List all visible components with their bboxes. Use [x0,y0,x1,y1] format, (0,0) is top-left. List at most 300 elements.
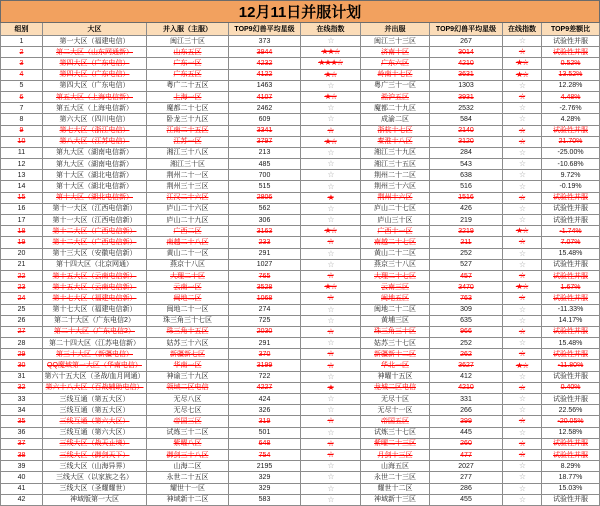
column-header-merge-out-top9[interactable]: TOP9幻兽平均星级 [430,23,503,36]
cell-region-name[interactable]: 第十一大区（江西电信新） [43,203,147,214]
cell-group-number[interactable]: 21 [1,259,43,270]
cell-region-name[interactable]: 第十五大区（云南电信新） [43,282,147,293]
cell-merge-out-top9-avg[interactable]: 3219 [430,226,503,237]
cell-merge-in-server[interactable]: 紫曜八区 [147,438,229,449]
cell-merge-out-online-index[interactable]: ☆ [503,461,542,472]
cell-group-number[interactable]: 15 [1,192,43,203]
cell-merge-in-server[interactable]: 粤广二十五区 [147,80,229,91]
cell-merge-in-online-index[interactable]: ☆ [301,405,361,416]
cell-group-number[interactable]: 22 [1,270,43,281]
cell-merge-out-server[interactable]: 粤广三十一区 [361,80,430,91]
cell-merge-out-online-index[interactable]: ☆ [503,147,542,158]
cell-merge-in-top9-avg[interactable]: 2030 [229,326,301,337]
cell-merge-out-top9-avg[interactable]: 638 [430,170,503,181]
cell-group-number[interactable]: 26 [1,315,43,326]
cell-region-name[interactable]: 第五大区（上海电信新） [43,103,147,114]
cell-merge-in-online-index[interactable]: ☆ [301,125,361,136]
cell-merge-in-online-index[interactable]: ☆ [301,80,361,91]
cell-merge-in-server[interactable]: 珠三角三十七区 [147,315,229,326]
cell-merge-out-online-index[interactable]: ☆ [503,270,542,281]
cell-merge-out-server[interactable]: 湘江三十九区 [361,147,430,158]
cell-merge-in-server[interactable]: 江苏一区 [147,136,229,147]
cell-merge-in-top9-avg[interactable]: 291 [229,338,301,349]
cell-merge-in-server[interactable]: 姑苏三十六区 [147,338,229,349]
cell-merge-in-top9-avg[interactable]: 3163 [229,226,301,237]
cell-region-name[interactable]: 神域版第一大区 [43,494,147,505]
cell-merge-out-server[interactable]: 姑苏三十七区 [361,338,430,349]
cell-merge-in-online-index[interactable]: ☆ [301,114,361,125]
cell-merge-in-server[interactable]: 闽地二十一区 [147,304,229,315]
cell-merge-in-top9-avg[interactable]: 3199 [229,360,301,371]
cell-merge-out-online-index[interactable]: ☆ [503,472,542,483]
cell-group-number[interactable]: 13 [1,170,43,181]
cell-region-name[interactable]: 第八大区（江苏电信） [43,136,147,147]
cell-merge-in-online-index[interactable]: ☆ [301,494,361,505]
cell-merge-in-online-index[interactable]: ☆ [301,394,361,405]
cell-merge-out-top9-avg[interactable]: 527 [430,259,503,270]
cell-merge-out-server[interactable]: 山海五区 [361,461,430,472]
cell-group-number[interactable]: 19 [1,237,43,248]
cell-group-number[interactable]: 12 [1,159,43,170]
cell-merge-in-online-index[interactable]: ★★☆ [301,47,361,58]
cell-merge-out-top9-avg[interactable]: 4210 [430,58,503,69]
cell-merge-out-server[interactable]: 紫曜二十三区 [361,438,430,449]
cell-top9-diff-ratio[interactable]: 15.03% [542,483,600,494]
cell-merge-out-top9-avg[interactable]: 426 [430,203,503,214]
cell-merge-in-server[interactable]: 云南一区 [147,282,229,293]
cell-top9-diff-ratio[interactable]: 22.56% [542,405,600,416]
cell-top9-diff-ratio[interactable]: 试验性并服 [542,36,600,47]
cell-merge-in-online-index[interactable]: ☆ [301,326,361,337]
cell-merge-in-online-index[interactable]: ☆ [301,472,361,483]
cell-merge-out-online-index[interactable]: ★☆ [503,58,542,69]
column-header-region[interactable]: 大区 [43,23,147,36]
cell-merge-out-server[interactable]: 荆州二十二区 [361,170,430,181]
cell-merge-out-online-index[interactable]: ☆ [503,192,542,203]
cell-group-number[interactable]: 35 [1,416,43,427]
cell-merge-out-top9-avg[interactable]: 252 [430,248,503,259]
cell-merge-in-top9-avg[interactable]: 291 [229,248,301,259]
cell-region-name[interactable]: 第十大区（湖北电信新） [43,181,147,192]
cell-merge-out-online-index[interactable]: ☆ [503,125,542,136]
cell-group-number[interactable]: 3 [1,58,43,69]
cell-region-name[interactable]: 第十一大区（江西电信新） [43,215,147,226]
cell-top9-diff-ratio[interactable]: -25.00% [542,147,600,158]
cell-merge-out-top9-avg[interactable]: 1516 [430,192,503,203]
cell-merge-out-top9-avg[interactable]: 331 [430,394,503,405]
cell-merge-in-server[interactable]: 神域新十二区 [147,494,229,505]
cell-region-name[interactable]: 第十二大区（广西电信新） [43,237,147,248]
cell-merge-out-top9-avg[interactable]: 3014 [430,47,503,58]
cell-top9-diff-ratio[interactable]: 15.48% [542,338,600,349]
cell-merge-in-online-index[interactable]: ☆ [301,461,361,472]
cell-group-number[interactable]: 33 [1,394,43,405]
cell-top9-diff-ratio[interactable]: -11.33% [542,304,600,315]
cell-top9-diff-ratio[interactable]: 12.28% [542,80,600,91]
cell-merge-out-server[interactable]: 闽地二十二区 [361,304,430,315]
cell-merge-out-top9-avg[interactable]: 2140 [430,125,503,136]
cell-group-number[interactable]: 23 [1,282,43,293]
cell-merge-in-online-index[interactable]: ★ [301,382,361,393]
cell-merge-in-online-index[interactable]: ☆ [301,449,361,460]
cell-merge-out-top9-avg[interactable]: 3631 [430,69,503,80]
cell-top9-diff-ratio[interactable]: 0.52% [542,58,600,69]
cell-merge-in-top9-avg[interactable]: 3341 [229,125,301,136]
cell-region-name[interactable]: 第十四大区（北京网通） [43,259,147,270]
cell-merge-in-online-index[interactable]: ★☆ [301,282,361,293]
column-header-group[interactable]: 组别 [1,23,43,36]
cell-merge-in-server[interactable]: 魔都二十七区 [147,103,229,114]
cell-merge-in-server[interactable]: 闽江三十区 [147,36,229,47]
cell-merge-in-online-index[interactable]: ☆ [301,237,361,248]
cell-region-name[interactable]: 第五大区（上海电信新） [43,91,147,102]
cell-merge-out-server[interactable]: 大理二十七区 [361,270,430,281]
cell-top9-diff-ratio[interactable]: 15.48% [542,248,600,259]
cell-merge-out-top9-avg[interactable]: 309 [430,304,503,315]
cell-merge-in-top9-avg[interactable]: 2195 [229,461,301,472]
cell-top9-diff-ratio[interactable]: 试验性并服 [542,47,600,58]
cell-region-name[interactable]: 三线互通（第六大区） [43,427,147,438]
cell-group-number[interactable]: 39 [1,461,43,472]
cell-merge-out-top9-avg[interactable]: 635 [430,315,503,326]
cell-region-name[interactable]: 第九大区（湖南电信新） [43,147,147,158]
cell-group-number[interactable]: 9 [1,125,43,136]
cell-top9-diff-ratio[interactable]: -2.76% [542,103,600,114]
cell-merge-out-top9-avg[interactable]: 412 [430,371,503,382]
cell-merge-out-top9-avg[interactable]: 211 [430,237,503,248]
cell-merge-in-server[interactable]: 新疆新七区 [147,349,229,360]
cell-merge-out-top9-avg[interactable]: 1303 [430,80,503,91]
cell-merge-in-server[interactable]: 荆州二十一区 [147,170,229,181]
cell-region-name[interactable]: 第二十大区（广东电信2） [43,315,147,326]
cell-top9-diff-ratio[interactable]: 4.48% [542,91,600,102]
cell-merge-in-online-index[interactable]: ☆ [301,36,361,47]
cell-merge-in-top9-avg[interactable]: 3944 [229,47,301,58]
cell-merge-out-server[interactable]: 黄山二十二区 [361,248,430,259]
cell-merge-out-server[interactable]: 试炼三十七区 [361,427,430,438]
cell-merge-in-top9-avg[interactable]: 648 [229,438,301,449]
cell-merge-in-top9-avg[interactable]: 1463 [229,80,301,91]
cell-merge-in-server[interactable]: 广西二区 [147,226,229,237]
cell-merge-out-online-index[interactable]: ☆ [503,203,542,214]
cell-merge-out-server[interactable]: 湘江三十五区 [361,159,430,170]
column-header-merge-out-online-index[interactable]: 在线指数 [503,23,542,36]
cell-region-name[interactable]: 三线大区（战天止境） [43,438,147,449]
cell-merge-out-top9-avg[interactable]: 4210 [430,382,503,393]
cell-merge-in-server[interactable]: 湘江三十区 [147,159,229,170]
cell-region-name[interactable]: 第四大区（广东电信） [43,58,147,69]
cell-merge-in-online-index[interactable]: ☆ [301,371,361,382]
cell-merge-in-online-index[interactable]: ☆ [301,293,361,304]
cell-merge-out-server[interactable]: 燕京三十八区 [361,259,430,270]
cell-merge-in-server[interactable]: 神谕三十九区 [147,371,229,382]
cell-merge-in-top9-avg[interactable]: 274 [229,304,301,315]
cell-merge-out-server[interactable]: 月剑十三区 [361,449,430,460]
cell-top9-diff-ratio[interactable]: 试验性并服 [542,293,600,304]
cell-merge-in-server[interactable]: 燕京十八区 [147,259,229,270]
cell-top9-diff-ratio[interactable]: 试验性并服 [542,215,600,226]
cell-merge-out-online-index[interactable]: ☆ [503,338,542,349]
cell-group-number[interactable]: 16 [1,203,43,214]
cell-top9-diff-ratio[interactable]: 试验性并服 [542,371,600,382]
cell-merge-out-server[interactable]: 庐山三十区 [361,215,430,226]
cell-region-name[interactable]: QQ魔域第一大区（华南电信） [43,360,147,371]
cell-merge-in-top9-avg[interactable]: 1027 [229,259,301,270]
cell-merge-out-online-index[interactable]: ★☆ [503,282,542,293]
cell-top9-diff-ratio[interactable]: 0.40% [542,382,600,393]
cell-top9-diff-ratio[interactable]: 21.70% [542,136,600,147]
cell-merge-in-online-index[interactable]: ★☆ [301,69,361,80]
cell-merge-in-top9-avg[interactable]: 373 [229,36,301,47]
cell-merge-out-top9-avg[interactable]: 543 [430,159,503,170]
cell-merge-out-online-index[interactable]: ★☆ [503,69,542,80]
cell-top9-diff-ratio[interactable]: 18.77% [542,472,600,483]
cell-merge-in-online-index[interactable]: ☆ [301,147,361,158]
cell-merge-in-server[interactable]: 珠三角十五区 [147,326,229,337]
cell-region-name[interactable]: 第二十大区（广东电信2） [43,326,147,337]
cell-merge-out-server[interactable]: 南越二十七区 [361,237,430,248]
cell-region-name[interactable]: 第十七大区（福建电信新） [43,293,147,304]
cell-merge-out-server[interactable]: 龙城二区电信 [361,382,430,393]
cell-merge-out-top9-avg[interactable]: 966 [430,326,503,337]
cell-merge-out-top9-avg[interactable]: 3120 [430,136,503,147]
cell-group-number[interactable]: 36 [1,427,43,438]
cell-group-number[interactable]: 18 [1,226,43,237]
cell-merge-out-online-index[interactable]: ☆ [503,237,542,248]
cell-merge-in-online-index[interactable]: ★☆ [301,226,361,237]
cell-merge-out-server[interactable]: 魔都二十九区 [361,103,430,114]
cell-region-name[interactable]: 三线大区（山海异界） [43,461,147,472]
cell-top9-diff-ratio[interactable]: 试验性并服 [542,326,600,337]
cell-group-number[interactable]: 40 [1,472,43,483]
cell-merge-in-server[interactable]: 大理二十区 [147,270,229,281]
cell-merge-in-top9-avg[interactable]: 4232 [229,58,301,69]
cell-merge-in-server[interactable]: 湘江三十八区 [147,147,229,158]
cell-top9-diff-ratio[interactable]: 7.07% [542,237,600,248]
cell-region-name[interactable]: 第三十大区（新疆电信） [43,349,147,360]
cell-merge-out-server[interactable]: 神曜十五区 [361,371,430,382]
cell-merge-out-online-index[interactable]: ☆ [503,382,542,393]
cell-merge-out-top9-avg[interactable]: 3470 [430,282,503,293]
cell-merge-in-server[interactable]: 帝国三区 [147,416,229,427]
cell-group-number[interactable]: 11 [1,147,43,158]
cell-top9-diff-ratio[interactable]: 1.67% [542,282,600,293]
cell-group-number[interactable]: 28 [1,338,43,349]
cell-top9-diff-ratio[interactable]: 14.17% [542,315,600,326]
cell-merge-in-server[interactable]: 庐山二十九区 [147,215,229,226]
cell-merge-out-online-index[interactable]: ☆ [503,103,542,114]
cell-merge-in-server[interactable]: 上海一区 [147,91,229,102]
cell-merge-out-online-index[interactable]: ☆ [503,494,542,505]
cell-merge-in-server[interactable]: 广东一区 [147,58,229,69]
cell-top9-diff-ratio[interactable]: -0.19% [542,181,600,192]
cell-merge-in-top9-avg[interactable]: 4107 [229,91,301,102]
cell-merge-in-top9-avg[interactable]: 329 [229,483,301,494]
cell-merge-in-server[interactable]: 黄山二十一区 [147,248,229,259]
cell-top9-diff-ratio[interactable]: 试验性并服 [542,270,600,281]
cell-merge-in-online-index[interactable]: ☆ [301,338,361,349]
cell-merge-out-server[interactable]: 华北一区 [361,360,430,371]
cell-group-number[interactable]: 8 [1,114,43,125]
cell-merge-out-online-index[interactable]: ☆ [503,394,542,405]
cell-merge-out-online-index[interactable]: ☆ [503,427,542,438]
cell-merge-in-server[interactable]: 无尽七区 [147,405,229,416]
cell-merge-out-top9-avg[interactable]: 267 [430,36,503,47]
cell-merge-out-online-index[interactable]: ☆ [503,405,542,416]
cell-region-name[interactable]: 三线大区（圣耀耀世） [43,483,147,494]
cell-merge-out-server[interactable]: 新疆新十二区 [361,349,430,360]
cell-merge-in-top9-avg[interactable]: 3528 [229,282,301,293]
cell-merge-in-server[interactable]: 南越二十八区 [147,237,229,248]
cell-merge-out-server[interactable]: 广东六区 [361,58,430,69]
cell-group-number[interactable]: 27 [1,326,43,337]
cell-merge-out-top9-avg[interactable]: 286 [430,483,503,494]
column-header-merge-out-server[interactable]: 并出服 [361,23,430,36]
cell-region-name[interactable]: 第九大区（湖南电信新） [43,159,147,170]
cell-merge-in-online-index[interactable]: ★ [301,192,361,203]
cell-merge-out-server[interactable]: 济南十区 [361,47,430,58]
cell-merge-out-server[interactable]: 闽地五区 [361,293,430,304]
cell-merge-out-top9-avg[interactable]: 584 [430,114,503,125]
cell-merge-in-top9-avg[interactable]: 4122 [229,69,301,80]
cell-region-name[interactable]: 第四大区（广东电信） [43,80,147,91]
cell-merge-in-server[interactable]: 江汉二十六区 [147,192,229,203]
cell-merge-out-top9-avg[interactable]: 277 [430,472,503,483]
cell-merge-out-online-index[interactable]: ☆ [503,416,542,427]
cell-group-number[interactable]: 1 [1,36,43,47]
cell-top9-diff-ratio[interactable]: 试验性并服 [542,438,600,449]
cell-group-number[interactable]: 14 [1,181,43,192]
cell-merge-in-online-index[interactable]: ☆ [301,360,361,371]
cell-merge-out-online-index[interactable]: ☆ [503,215,542,226]
cell-merge-out-server[interactable]: 无尽十一区 [361,405,430,416]
cell-merge-out-server[interactable]: 成渝二区 [361,114,430,125]
cell-merge-out-top9-avg[interactable]: 2532 [430,103,503,114]
cell-region-name[interactable]: 第十二大区（广西电信新） [43,226,147,237]
cell-merge-in-server[interactable]: 华南一区 [147,360,229,371]
cell-region-name[interactable]: 第二大区（山东网通新） [43,47,147,58]
cell-group-number[interactable]: 24 [1,293,43,304]
cell-merge-out-online-index[interactable]: ☆ [503,315,542,326]
cell-group-number[interactable]: 34 [1,405,43,416]
cell-merge-in-online-index[interactable]: ☆ [301,170,361,181]
cell-group-number[interactable]: 7 [1,103,43,114]
cell-merge-in-server[interactable]: 庐山二十六区 [147,203,229,214]
cell-merge-in-server[interactable]: 卧龙三十九区 [147,114,229,125]
cell-top9-diff-ratio[interactable]: 试验性并服 [542,394,600,405]
cell-merge-in-top9-avg[interactable]: 515 [229,181,301,192]
cell-merge-in-top9-avg[interactable]: 583 [229,494,301,505]
cell-merge-out-online-index[interactable]: ☆ [503,248,542,259]
cell-region-name[interactable]: 第六十五大区（圣战/血月网通） [43,371,147,382]
cell-top9-diff-ratio[interactable]: 试验性并服 [542,192,600,203]
cell-merge-out-top9-avg[interactable]: 252 [430,338,503,349]
cell-merge-out-top9-avg[interactable]: 516 [430,181,503,192]
cell-merge-out-top9-avg[interactable]: 445 [430,427,503,438]
cell-merge-in-top9-avg[interactable]: 233 [229,237,301,248]
column-header-top9-diff-ratio[interactable]: TOP9差额比 [542,23,600,36]
cell-region-name[interactable]: 三线互通（第五大区） [43,405,147,416]
cell-merge-in-online-index[interactable]: ★★★☆ [301,58,361,69]
cell-group-number[interactable]: 6 [1,91,43,102]
cell-merge-in-top9-avg[interactable]: 326 [229,405,301,416]
cell-merge-out-online-index[interactable]: ☆ [503,80,542,91]
cell-merge-in-online-index[interactable]: ☆ [301,349,361,360]
cell-top9-diff-ratio[interactable]: 12.58% [542,427,600,438]
cell-top9-diff-ratio[interactable]: 试验性并服 [542,125,600,136]
cell-merge-out-online-index[interactable]: ☆ [503,36,542,47]
cell-merge-in-server[interactable]: 江南二十五区 [147,125,229,136]
cell-merge-in-server[interactable]: 试炼三十二区 [147,427,229,438]
cell-merge-in-server[interactable]: 广东五区 [147,69,229,80]
cell-merge-out-online-index[interactable]: ☆ [503,259,542,270]
cell-merge-out-online-index[interactable]: ☆ [503,483,542,494]
cell-merge-out-online-index[interactable]: ☆ [503,136,542,147]
cell-merge-in-server[interactable]: 闽地二区 [147,293,229,304]
cell-region-name[interactable]: 三线互通（第六大区） [43,416,147,427]
cell-top9-diff-ratio[interactable]: -11.80% [542,360,600,371]
cell-merge-out-server[interactable]: 广西十一区 [361,226,430,237]
cell-region-name[interactable]: 第二十四大区（江苏电信新） [43,338,147,349]
cell-merge-out-server[interactable]: 浙杭十七区 [361,125,430,136]
cell-region-name[interactable]: 三线大区（以家族之名） [43,472,147,483]
cell-merge-out-server[interactable]: 黄埔三区 [361,315,430,326]
cell-merge-out-online-index[interactable]: ★☆ [503,226,542,237]
cell-merge-out-online-index[interactable]: ☆ [503,371,542,382]
cell-merge-out-online-index[interactable]: ☆ [503,114,542,125]
cell-merge-out-online-index[interactable]: ☆ [503,91,542,102]
cell-region-name[interactable]: 第十五大区（云南电信新） [43,270,147,281]
cell-merge-in-online-index[interactable]: ☆ [301,103,361,114]
cell-top9-diff-ratio[interactable]: 试验性并服 [542,203,600,214]
cell-merge-out-top9-avg[interactable]: 763 [430,293,503,304]
column-header-merge-in-online-index[interactable]: 在线指数 [301,23,361,36]
cell-merge-out-online-index[interactable]: ☆ [503,181,542,192]
cell-group-number[interactable]: 37 [1,438,43,449]
cell-merge-in-online-index[interactable]: ☆ [301,427,361,438]
cell-merge-out-online-index[interactable]: ☆ [503,304,542,315]
cell-top9-diff-ratio[interactable]: 4.28% [542,114,600,125]
cell-group-number[interactable]: 10 [1,136,43,147]
cell-merge-out-server[interactable]: 荆州十六区 [361,192,430,203]
cell-group-number[interactable]: 29 [1,349,43,360]
cell-merge-in-top9-avg[interactable]: 609 [229,114,301,125]
cell-merge-in-top9-avg[interactable]: 754 [229,449,301,460]
cell-merge-out-server[interactable]: 淞沪五区 [361,91,430,102]
cell-group-number[interactable]: 4 [1,69,43,80]
cell-merge-out-server[interactable]: 永世二十三区 [361,472,430,483]
cell-merge-out-top9-avg[interactable]: 266 [430,405,503,416]
cell-top9-diff-ratio[interactable]: -10.68% [542,159,600,170]
cell-top9-diff-ratio[interactable]: 试验性并服 [542,494,600,505]
cell-merge-in-top9-avg[interactable]: 562 [229,203,301,214]
cell-top9-diff-ratio[interactable]: 9.72% [542,170,600,181]
cell-merge-in-top9-avg[interactable]: 2462 [229,103,301,114]
cell-merge-in-online-index[interactable]: ☆ [301,259,361,270]
cell-group-number[interactable]: 25 [1,304,43,315]
cell-merge-in-top9-avg[interactable]: 213 [229,147,301,158]
cell-merge-in-online-index[interactable]: ☆ [301,215,361,226]
cell-merge-in-top9-avg[interactable]: 370 [229,349,301,360]
cell-merge-in-top9-avg[interactable]: 4227 [229,382,301,393]
cell-merge-in-online-index[interactable]: ☆ [301,181,361,192]
cell-merge-in-online-index[interactable]: ☆ [301,203,361,214]
cell-merge-out-online-index[interactable]: ☆ [503,326,542,337]
cell-merge-in-top9-avg[interactable]: 306 [229,215,301,226]
cell-merge-in-server[interactable]: 山海二区 [147,461,229,472]
cell-merge-in-top9-avg[interactable]: 329 [229,472,301,483]
cell-group-number[interactable]: 41 [1,483,43,494]
